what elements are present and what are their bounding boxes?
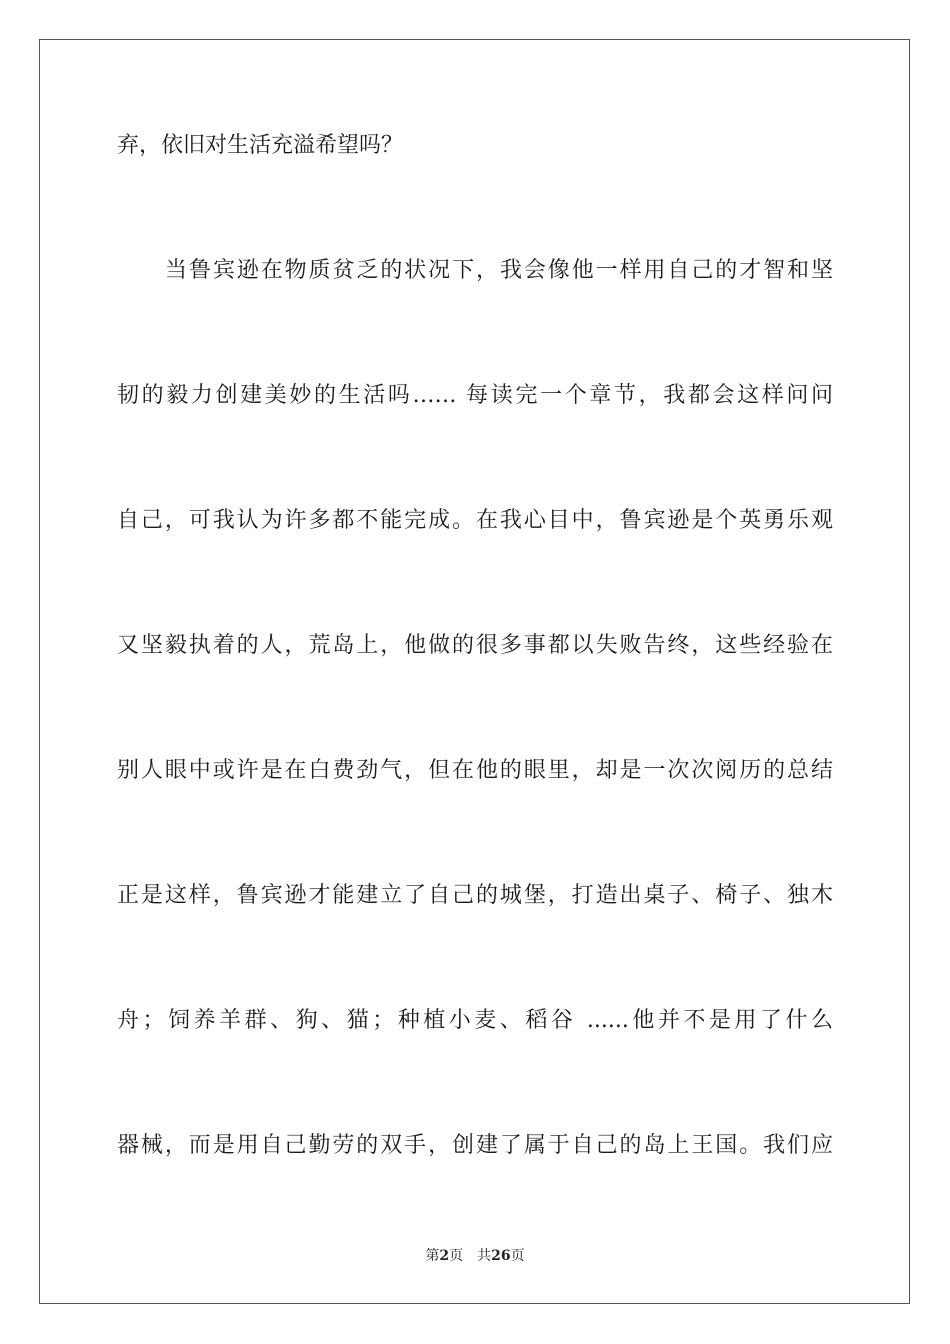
text-line: 别人眼中或许是在白费劲气，但在他的眼里，却是一次次阅历的总结 [117, 758, 833, 783]
paragraph-first-line: 当鲁宾逊在物质贫乏的状况下，我会像他一样用自己的才智和坚 [165, 258, 833, 283]
total-suffix: 页 [510, 1248, 525, 1264]
text-line: 又坚毅执着的人，荒岛上，他做的很多事都以失败告终，这些经验在 [117, 633, 833, 658]
page-number: 2 [439, 1248, 450, 1264]
page-prefix: 第 [425, 1248, 440, 1264]
text-line: 韧的毅力创建美妙的生活吗…… 每读完一个章节，我都会这样问问 [117, 383, 833, 408]
total-prefix: 共 [477, 1248, 492, 1264]
text-line: 舟；饲养羊群、狗、猫；种植小麦、稻谷 ......他并不是用了什么 [117, 1008, 833, 1033]
text-line: 弃，依旧对生活充溢希望吗？ [117, 133, 404, 158]
page-footer [0, 1246, 950, 1266]
text-line: 正是这样，鲁宾逊才能建立了自己的城堡，打造出桌子、椅子、独木 [117, 883, 833, 908]
page-border [39, 39, 910, 1304]
text-line: 自己，可我认为许多都不能完成。在我心目中，鲁宾逊是个英勇乐观 [117, 508, 833, 533]
total-pages: 26 [491, 1248, 511, 1264]
page-suffix: 页 [449, 1248, 464, 1264]
text-line: 器械，而是用自己勤劳的双手，创建了属于自己的岛上王国。我们应 [117, 1133, 833, 1158]
